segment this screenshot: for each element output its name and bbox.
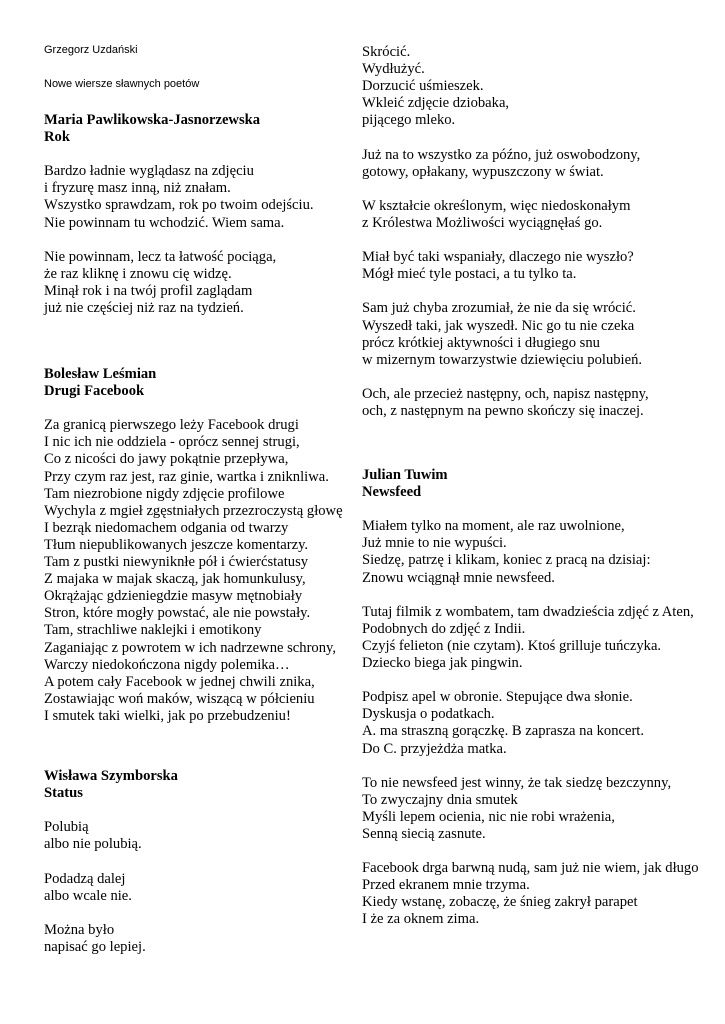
stanza (362, 249, 649, 283)
poem-line: Wychyla z mgieł zgęstniałych przezroczystą głowę (44, 502, 343, 519)
poem-line: Polubią (44, 819, 89, 836)
stanza (44, 249, 314, 317)
poem-line: Przy czym raz jest, raz ginie, wartka i zniknliwa. (44, 468, 329, 485)
poem-line: Miałem tylko na moment, ale raz uwolnione, (362, 518, 625, 535)
stanza (44, 871, 178, 905)
stanza (44, 819, 178, 853)
poem-author: Maria Pawlikowska-Jasnorzewska (44, 112, 261, 128)
poem-line: z Królestwa Możliwości wyciągnęłaś go. (362, 214, 603, 231)
poem-line: Stron, które mogły powstać, ale nie powstały. (44, 605, 311, 622)
poem-line: Co z nicości do jawy pokątnie przepływa, (44, 451, 289, 468)
poem-line: Wszystko sprawdzam, rok po twoim odejściu. (44, 197, 314, 214)
poem-line: Warczy niedokończona nigdy polemika… (44, 656, 290, 673)
poem-line: gotowy, opłakany, wypuszczony w świat. (362, 163, 604, 180)
poem-title: Rok (44, 129, 70, 146)
poem-line: Tam, strachliwe naklejki i emotikony (44, 622, 262, 639)
poem-line: albo wcale nie. (44, 887, 132, 904)
poem-line: Nie powinnam, lecz ta łatwość pociąga, (44, 248, 277, 265)
poem-line: Przed ekranem mnie trzyma. (362, 877, 530, 894)
poem-line: Bardzo ładnie wyglądasz na zdjęciu (44, 163, 254, 180)
stanza (362, 147, 649, 181)
poem-line: A potem cały Facebook w jednej chwili znika, (44, 673, 315, 690)
poem-title: Status (44, 785, 83, 802)
poem-line: albo nie polubią. (44, 836, 142, 853)
poem-line: że raz kliknę i znowu cię widzę. (44, 265, 232, 282)
stanza (44, 417, 343, 725)
poem-line: Skrócić. (362, 44, 411, 60)
stanza (362, 300, 649, 368)
poem-line: I smutek taki wielki, jak po przebudzeniu! (44, 707, 291, 724)
poem-line: już nie częściej niż raz na tydzień. (44, 300, 244, 317)
poem-line: och, z następnym na pewno skończy się inaczej. (362, 402, 644, 419)
poem-status (44, 768, 178, 956)
poem-line: Miał być taki wspaniały, dlaczego nie wyszło? (362, 249, 634, 266)
poem-line: prócz krótkiej aktywności i długiego snu (362, 334, 600, 351)
stanza (362, 198, 649, 232)
poem-line: I że za oknem zima. (362, 911, 480, 928)
poem-line: Minął rok i na twój profil zaglądam (44, 282, 253, 299)
poem-line: napisać go lepiej. (44, 938, 146, 955)
poem-line: Tłum niepublikowanych jeszcze komentarzy. (44, 536, 309, 553)
poem-newsfeed (362, 467, 699, 929)
stanza (362, 386, 649, 420)
poem-title: Drugi Facebook (44, 383, 145, 400)
document-author: Grzegorz Uzdański (44, 44, 138, 56)
stanza (362, 518, 699, 586)
poem-line: Okrążając gdzieniegdzie masyw mętnobiały (44, 588, 303, 605)
poem-line: Nie powinnam tu wchodzić. Wiem sama. (44, 214, 285, 231)
poem-line: Dziecko biega jak pingwin. (362, 655, 523, 672)
poem-line: Mógł mieć tyle postaci, a tu tylko ta. (362, 266, 577, 283)
poem-drugi-facebook (44, 366, 343, 725)
poem-line: Już na to wszystko za późno, już oswobodzony, (362, 146, 641, 163)
collection-title: Nowe wiersze sławnych poetów (44, 78, 200, 90)
poem-line: Tam niezrobione nigdy zdjęcie profilowe (44, 485, 285, 502)
poem-line: To nie newsfeed jest winny, że tak siedzę bezczynny, (362, 774, 672, 791)
poem-line: Tutaj filmik z wombatem, tam dwadzieścia zdjęć z Aten, (362, 603, 694, 620)
poem-title: Newsfeed (362, 484, 422, 501)
poem-line: Sam już chyba zrozumiał, że nie da się wrócić. (362, 300, 636, 317)
poem-author: Wisława Szymborska (44, 768, 178, 784)
poem-line: To zwyczajny dnia smutek (362, 791, 518, 808)
poem-line: Wydłużyć. (362, 61, 425, 78)
poem-line: Dorzucić uśmieszek. (362, 78, 484, 95)
poem-line: Facebook drga barwną nudą, sam już nie wiem, jak długo (362, 860, 699, 877)
poem-line: Siedzę, patrzę i klikam, koniec z pracą na dzisiaj: (362, 552, 651, 569)
poem-line: Wyszedł taki, jak wyszedł. Nic go tu nie czeka (362, 317, 635, 334)
poem-line: Tam z pustki niewyniknłe pół i ćwierćstatusy (44, 554, 309, 571)
poem-line: Podpisz apel w obronie. Stepujące dwa słonie. (362, 689, 633, 706)
poem-line: Myśli lepem ocienia, nic nie robi wrażenia, (362, 808, 615, 825)
poem-line: Zaganiając z powrotem w ich nadrzewne schrony, (44, 639, 337, 656)
poem-line: Kiedy wstanę, zobaczę, że śnieg zakrył parapet (362, 894, 638, 911)
poem-line: Już mnie to nie wypuści. (362, 535, 507, 552)
poem-line: Z majaka w majak skaczą, jak homunkulusy, (44, 571, 306, 588)
poem-line: Senną siecią zasnute. (362, 825, 486, 842)
poem-line: W kształcie określonym, więc niedoskonałym (362, 197, 631, 214)
poem-line: Można było (44, 921, 115, 938)
stanza (362, 44, 649, 129)
poem-line: Za granicą pierwszego leży Facebook drugi (44, 417, 299, 434)
stanza (44, 163, 314, 231)
stanza (362, 604, 699, 672)
stanza (362, 860, 699, 928)
poem-line: I nic ich nie oddziela - oprócz sennej strugi, (44, 434, 300, 451)
poem-line: pijącego mleko. (362, 112, 456, 129)
poem-line: A. ma straszną gorączkę. B zaprasza na koncert. (362, 723, 645, 740)
stanza (362, 689, 699, 757)
poem-line: Och, ale przecież następny, och, napisz następny, (362, 385, 649, 402)
poem-status-continued (362, 44, 649, 420)
poem-author: Julian Tuwim (362, 467, 448, 483)
poem-author: Bolesław Leśmian (44, 366, 157, 382)
poem-rok (44, 112, 314, 317)
poem-line: Do C. przyjeżdża matka. (362, 740, 507, 757)
poem-line: I bezrąk niedomachem odgania od twarzy (44, 519, 289, 536)
stanza (44, 922, 178, 956)
stanza (362, 775, 699, 843)
poem-line: Dyskusja o podatkach. (362, 706, 495, 723)
poem-line: Wkleić zdjęcie dziobaka, (362, 95, 510, 112)
poem-line: w mizernym towarzystwie dziewięciu polubień. (362, 351, 643, 368)
poem-line: Podobnych do zdjęć z Indii. (362, 620, 526, 637)
poem-line: i fryzurę masz inną, niż znałam. (44, 180, 231, 197)
poem-line: Podadzą dalej (44, 870, 126, 887)
poem-line: Czyjś felieton (nie czytam). Ktoś grilluje tuńczyka. (362, 637, 662, 654)
poem-line: Zostawiając woń maków, wiszącą w półcieniu (44, 690, 315, 707)
poem-line: Znowu wciągnął mnie newsfeed. (362, 569, 555, 586)
